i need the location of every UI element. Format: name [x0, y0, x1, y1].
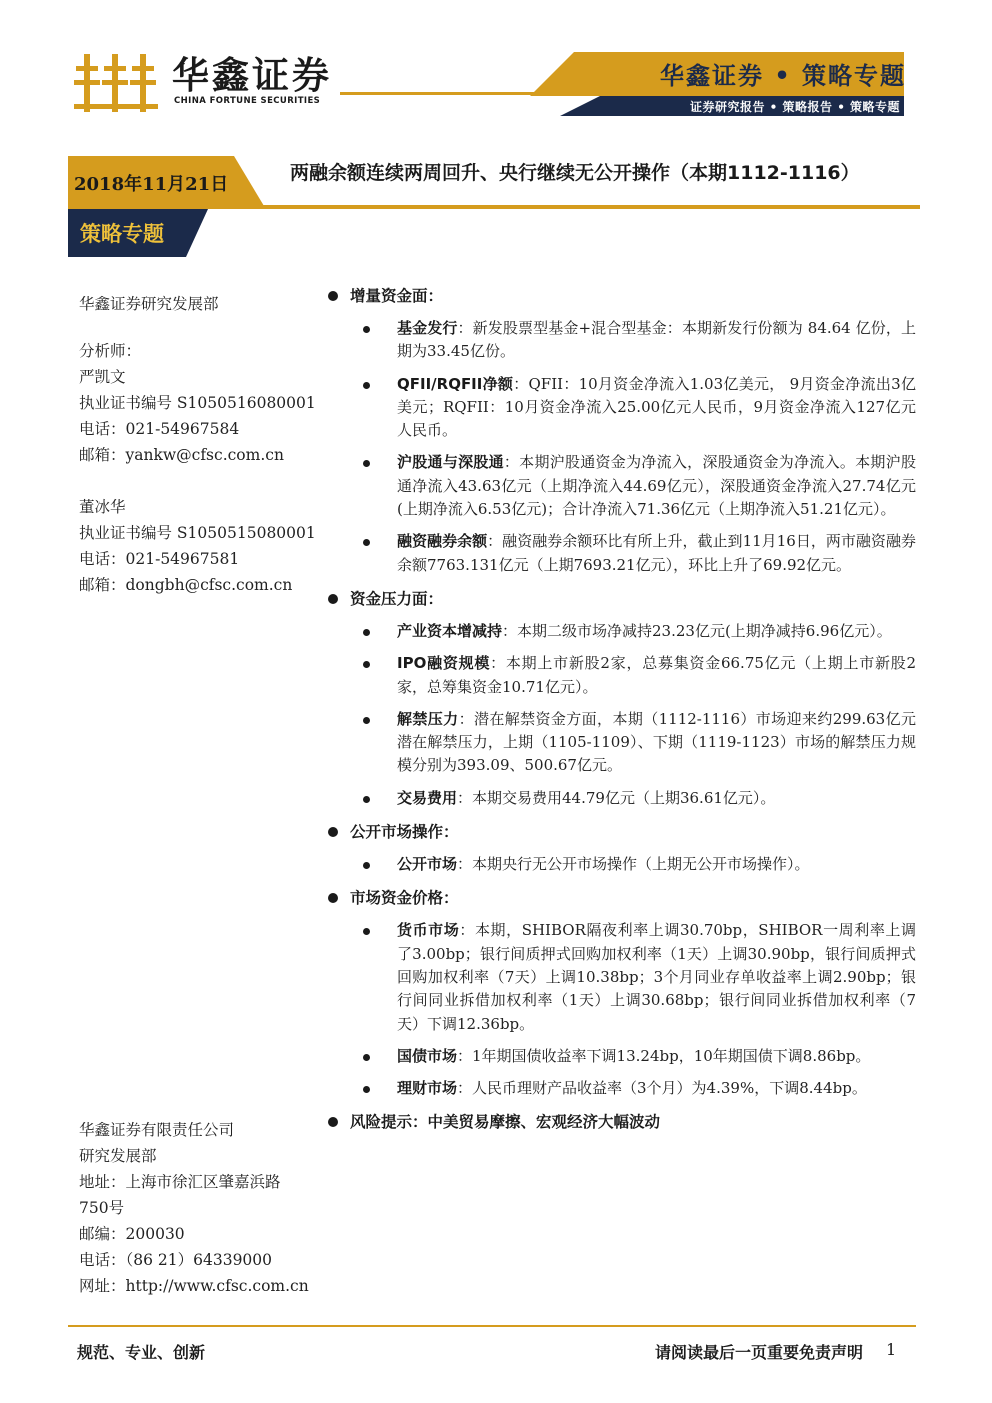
section-funding-pressure — [326, 587, 916, 810]
item-label: 产业资本增减持 — [397, 621, 503, 640]
analyst-name: 董冰华 — [79, 498, 126, 516]
risk-warning: 风险提示：中美贸易摩擦、宏观经济大幅波动 — [326, 1110, 916, 1134]
item-label: 理财市场 — [397, 1079, 458, 1098]
footer-slogan: 规范、专业、创新 — [77, 1343, 206, 1362]
bullet-icon — [363, 717, 370, 724]
item-label: 公开市场 — [397, 855, 458, 874]
bullet-icon — [363, 661, 370, 668]
bullet-icon — [363, 796, 370, 803]
list-item — [326, 620, 916, 643]
analyst-cert: 执业证书编号 S1050515080001 — [79, 524, 316, 542]
section-funding-price — [326, 886, 916, 1100]
item-label: IPO融资规模 — [397, 654, 491, 673]
list-item — [326, 708, 916, 778]
bullet-icon — [363, 460, 370, 467]
item-label: 交易费用 — [397, 788, 458, 807]
company-website[interactable]: 网址：http://www.cfsc.com.cn — [79, 1277, 309, 1295]
section-incremental-funds — [326, 284, 916, 577]
list-item — [326, 1045, 916, 1068]
list-item — [326, 919, 916, 1035]
analyst-tel: 电话：021-54967581 — [79, 550, 240, 568]
banner-title: 华鑫证券 • 策略专题 — [660, 61, 907, 90]
company-zip: 邮编：200030 — [79, 1225, 185, 1243]
analyst-tel: 电话：021-54967584 — [79, 420, 240, 438]
bullet-icon — [328, 291, 338, 301]
analyst-cert: 执业证书编号 S1050516080001 — [79, 394, 316, 412]
item-label: 国债市场 — [397, 1046, 458, 1065]
summary-body — [326, 284, 916, 1144]
category-label: 策略专题 — [80, 222, 164, 246]
item-label: QFII/RQFII净额 — [397, 374, 514, 393]
analyst-name: 严凯文 — [79, 368, 126, 386]
bullet-icon — [363, 1054, 370, 1061]
item-label: 货币市场 — [397, 921, 460, 940]
item-text: ：本期交易费用44.79亿元（上期36.61亿元）。 — [457, 788, 776, 807]
bullet-icon — [363, 629, 370, 636]
bullet-icon — [363, 1086, 370, 1093]
bullet-icon — [328, 827, 338, 837]
item-label: 解禁压力 — [397, 709, 459, 728]
footer-divider — [68, 1325, 916, 1327]
header-divider — [340, 92, 602, 95]
item-text: ：本期二级市场净减持23.23亿元(上期净减持6.96亿元）。 — [502, 621, 892, 640]
section-heading: 市场资金价格： — [326, 886, 916, 910]
section-heading: 增量资金面： — [326, 284, 916, 308]
company-tel: 电话：（86 21）64339000 — [79, 1251, 273, 1269]
banner-subtitle: 证券研究报告 • 策略报告 • 策略专题 — [690, 100, 901, 114]
research-dept: 华鑫证券研究发展部 — [79, 295, 219, 313]
item-text: ：本期沪股通资金为净流入，深股通资金为净流入。本期沪股通净流入43.63亿元（上期净流入44.69亿元），深股通资金净流入27.74亿元(上期净流入6.53亿元)；合计净流入71.36亿元（上期净流入51.21亿元）。 — [397, 453, 916, 519]
bullet-icon — [328, 594, 338, 604]
list-item — [326, 530, 916, 577]
item-text: ：潜在解禁资金方面，本期（1112-1116）市场迎来约299.63亿元潜在解禁压力，上期（1105-1109）、下期（1119-1123）市场的解禁压力规模分别为393.09、500.67亿元。 — [397, 709, 916, 775]
brand-name: 华鑫证券 — [172, 54, 332, 97]
item-text: ：1年期国债收益率下调13.24bp，10年期国债下调8.86bp。 — [457, 1046, 871, 1065]
item-text: ：新发股票型基金+混合型基金：本期新发行份额为 84.64 亿份，上期为33.45亿份。 — [397, 319, 916, 361]
item-text: ：融资融券余额环比有所上升，截止到11月16日，两市融资融券余额7763.131亿元（上期7693.21亿元），环比上升了69.92亿元。 — [397, 532, 916, 574]
company-name: 华鑫证券有限责任公司 — [79, 1121, 235, 1139]
footer-disclaimer: 请阅读最后一页重要免责声明 — [655, 1343, 864, 1362]
item-text: ：人民币理财产品收益率（3个月）为4.39%，下调8.44bp。 — [457, 1079, 867, 1098]
item-text: ：本期上市新股2家，总募集资金66.75亿元（上期上市新股2家，总筹集资金10.71亿元）。 — [397, 654, 917, 696]
section-heading: 资金压力面： — [326, 587, 916, 611]
list-item — [326, 451, 916, 521]
item-label: 沪股通与深股通 — [397, 453, 504, 472]
company-logo-icon — [74, 52, 166, 114]
section-risk — [326, 1110, 916, 1134]
risk-text: 中美贸易摩擦、宏观经济大幅波动 — [427, 1113, 661, 1132]
item-label: 融资融券余额 — [397, 532, 488, 551]
item-text: ：QFII：10月资金净流入1.03亿美元， 9月资金净流出3亿美元；RQFII：10月资金净流入25.00亿元人民币，9月资金净流入127亿元人民币。 — [397, 374, 916, 440]
list-item — [326, 652, 916, 699]
bullet-icon — [363, 539, 370, 546]
list-item — [326, 373, 916, 443]
brand-name-english: CHINA FORTUNE SECURITIES — [174, 96, 321, 106]
company-dept: 研究发展部 — [79, 1147, 157, 1165]
analyst-label: 分析师： — [79, 342, 142, 360]
item-text: ：本期，SHIBOR隔夜利率上调30.70bp，SHIBOR一周利率上调了3.00bp；银行间质押式回购加权利率（1天）上调30.90bp，银行间质押式回购加权利率（7天）上调10.38bp；3个月同业存单收益率上调2.90bp；银行间同业拆借加权利率（1天）上调30.68bp；银行间同业拆借加权利率（7天）下调12.36bp。 — [397, 921, 916, 1033]
bullet-icon — [363, 862, 370, 869]
company-address: 地址：上海市徐汇区肇嘉浜路 — [79, 1173, 281, 1191]
bullet-icon — [328, 1117, 338, 1127]
list-item — [326, 853, 916, 876]
list-item — [326, 787, 916, 810]
section-open-market — [326, 820, 916, 876]
bullet-icon — [328, 893, 338, 903]
report-title: 两融余额连续两周回升、央行继续无公开操作（本期1112-1116） — [290, 162, 860, 184]
section-heading: 公开市场操作： — [326, 820, 916, 844]
bullet-icon — [363, 928, 370, 935]
list-item — [326, 317, 916, 364]
item-text: ：本期央行无公开市场操作（上期无公开市场操作）。 — [457, 855, 810, 874]
item-label: 基金发行 — [397, 319, 458, 337]
report-date: 2018年11月21日 — [74, 174, 229, 195]
list-item — [326, 1077, 916, 1100]
analyst-email[interactable]: 邮箱：dongbh@cfsc.com.cn — [79, 576, 293, 594]
page-number: 1 — [886, 1340, 897, 1359]
analyst-email[interactable]: 邮箱：yankw@cfsc.com.cn — [79, 446, 284, 464]
company-address-2: 750号 — [79, 1199, 125, 1217]
bullet-icon — [363, 382, 370, 389]
bullet-icon — [363, 326, 370, 333]
